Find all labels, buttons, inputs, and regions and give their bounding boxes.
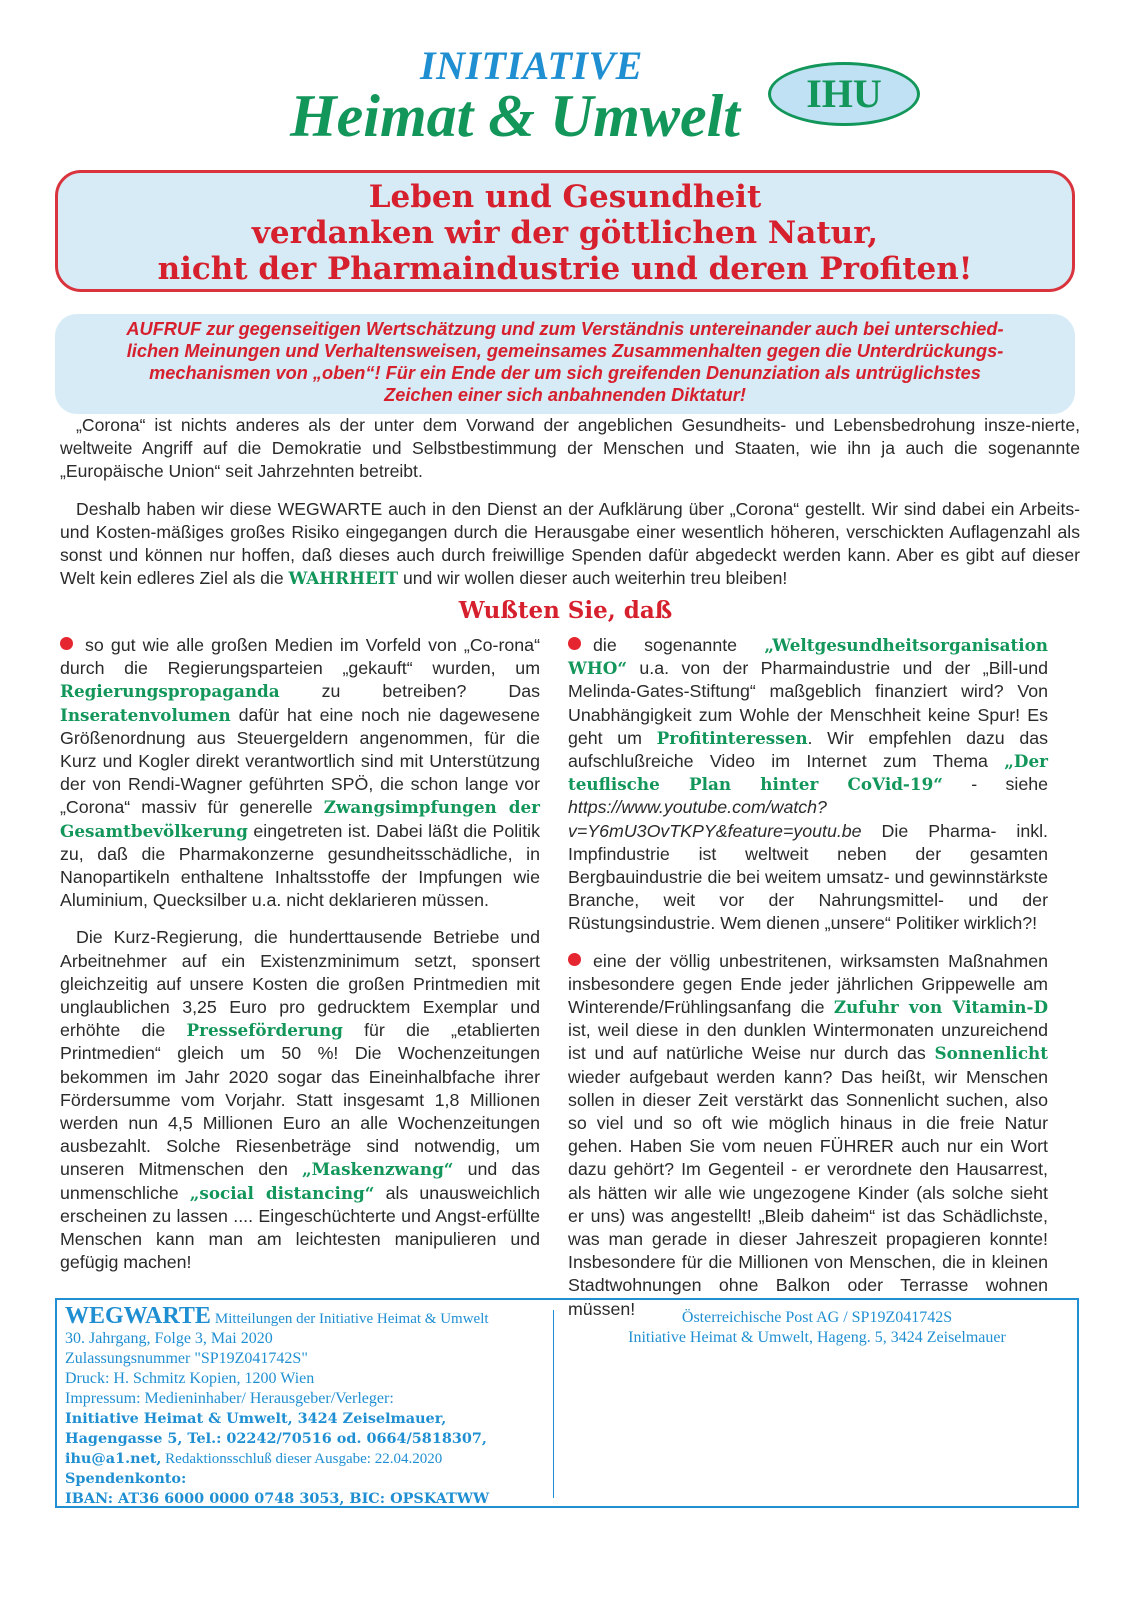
intro-paragraph-1 bbox=[60, 414, 1080, 483]
highlight-wahrheit: WAHRHEIT bbox=[288, 568, 399, 588]
appeal-line: mechanismen von „oben“! Für ein Ende der um sich greifenden Denunziation als untrüglichstes bbox=[149, 363, 981, 383]
konto-label: Spendenkonto: bbox=[65, 1470, 187, 1487]
highlight: „social distancing“ bbox=[189, 1182, 375, 1203]
issue-info: 30. Jahrgang, Folge 3, Mai 2020 bbox=[65, 1330, 273, 1347]
wegwarte-title: WEGWARTE bbox=[65, 1303, 211, 1329]
highlight: „Der teuflische Plan hinter CoVid-19“ bbox=[568, 751, 1048, 795]
headline-line: Leben und Gesundheit bbox=[368, 179, 762, 215]
intro-text: „Corona“ ist nichts anderes als der unter dem Vorwand der angeblichen Gesundheits- und Lebensbedrohung insze-nierte, weltweite Angriff auf die Demokratie und Selbstbestimmung der Menschen und Staaten, wie ihn ja auch die sogenannte „Europäische Union“ seit Jahrzehnten betreibt. bbox=[60, 415, 1080, 481]
highlight: Profitinteressen bbox=[656, 727, 808, 748]
ihu-badge: IHU bbox=[768, 62, 920, 126]
post-line: Initiative Heimat & Umwelt, Hageng. 5, 3424 Zeiselmauer bbox=[628, 1329, 1006, 1346]
intro-paragraph-2 bbox=[60, 498, 1080, 590]
post-block bbox=[562, 1308, 1072, 1348]
bullet-dot-icon bbox=[568, 637, 581, 650]
section-title: Wußten Sie, daß bbox=[458, 597, 673, 624]
headline-line: verdanken wir der göttlichen Natur, bbox=[251, 215, 879, 251]
masthead bbox=[0, 0, 1131, 160]
deadline-info: Redaktionsschluß dieser Ausgabe: 22.04.2020 bbox=[161, 1451, 443, 1467]
highlight: „Maskenzwang“ bbox=[301, 1159, 454, 1180]
appeal-line: AUFRUF zur gegenseitigen Wertschätzung und zum Verständnis untereinander auch bei unterschied- bbox=[126, 319, 1004, 339]
highlight: Zufuhr von Vitamin-D bbox=[833, 997, 1048, 1018]
video-link[interactable]: https://www.youtube.com/watch?v=Y6mU3OvTKPY&feature=youtu.be bbox=[568, 797, 862, 841]
wegwarte-subtitle: Mitteilungen der Initiative Heimat & Umwelt bbox=[214, 1311, 489, 1327]
highlight: Sonnenlicht bbox=[934, 1043, 1048, 1064]
highlight: Regierungspropaganda bbox=[60, 681, 280, 702]
paragraph: Die Kurz-Regierung, die hunderttausende Betriebe und Arbeitnehmer auf ein Existenzminimum setzt, sponsert gleichzeitig auf unsere Kosten die großen Printmedien mit unglaublichen 3,25 Euro pro gedrucktem Exemplar und erhöhte die Presseförderung für die „etablierten Printmedien“ gleich um 50 %! Die Wochenzeitungen bekommen im Jahr 2020 sogar das Eineinhalbfache ihrer Fördersumme vom Vorjahr. Statt insgesamt 1,8 Millionen werden nun 4,5 Millionen Euro an alle Wochenzeitungen ausbezahlt. Solche Riesenbeträge sind notwendig, um unseren Mitmenschen den „Maskenzwang“ und das unmenschliche „social distancing“ als unausweichlich erscheinen zu lassen .... Eingeschüchterte und Angst-erfüllte Menschen kann man am leichtesten manipulieren und gefügig machen! bbox=[60, 927, 540, 1273]
logo-heimat-umwelt: Heimat & Umwelt bbox=[290, 83, 740, 149]
zulassung-info: Zulassungsnummer "SP19Z041742S" bbox=[65, 1350, 308, 1367]
headline-line: nicht der Pharmaindustrie und deren Profiten! bbox=[157, 251, 973, 287]
email-link[interactable]: ihu@a1.net, bbox=[65, 1450, 162, 1467]
post-line: Österreichische Post AG / SP19Z041742S bbox=[681, 1309, 953, 1326]
highlight: Presseförderung bbox=[186, 1020, 343, 1041]
publisher-line: Hagengasse 5, Tel.: 02242/70516 od. 0664/5818307, bbox=[65, 1430, 487, 1447]
left-column bbox=[60, 634, 540, 1288]
bullet-dot-icon bbox=[60, 637, 73, 650]
bullet-dot-icon bbox=[568, 953, 581, 966]
bullet-item: so gut wie alle großen Medien im Vorfeld von „Co-rona“ durch die Regierungsparteien „gekauft“ wurden, um Regierungspropaganda zu betreiben? Das Inseratenvolumen dafür hat eine noch nie dagewesene Größenordnung aus Steuergeldern angenommen, für die Kurz und Kogler direkt verantwortlich sind mit Unterstützung der von Rendi-Wagner geführten SPÖ, die schon lange vor „Corona“ massiv für generelle Zwangsimpfungen der Gesamtbevölkerung eingetreten ist. Dabei läßt die Politik zu, daß die Pharmakonzerne gesundheitsschädliche, in Nanopartikeln enthaltene Inhaltsstoffe der Impfungen wie Aluminium, Quecksilber u.a. nicht deklarieren müssen. bbox=[60, 635, 540, 911]
intro-text: und wir wollen dieser auch weiterhin treu bleiben! bbox=[402, 568, 788, 588]
footer-divider bbox=[553, 1310, 554, 1498]
impressum-block bbox=[65, 1303, 545, 1509]
bullet-item: eine der völlig unbestritenen, wirksamsten Maßnahmen insbesondere gegen Ende jeder jährlichen Grippewelle am Winterende/Frühlingsanfang die Zufuhr von Vitamin-D ist, weil diese in den dunklen Wintermonaten unzureichend ist und auf natürliche Weise nur durch das Sonnenlicht wieder aufgebaut werden kann? Das heißt, wir Menschen sollen in dieser Zeit verstärkt das Sonnenlicht suchen, also so viel und so oft wie möglich hinaus in die freie Natur gehen. Haben Sie vom neuen FÜHRER auch nur ein Wort dazu gehört? Im Gegenteil - er verordnete den Hausarrest, als hätten wir alle wie ungezogene Kinder (als solche sieht er uns) was angestellt! „Bleib daheim“ ist das Schädlichste, was man gerade in dieser Jahreszeit propagieren konnte! Insbesondere für die Millionen von Menschen, die in kleinen Stadtwohnungen ohne Balkon oder Terrasse wohnen müssen! bbox=[568, 950, 1048, 1319]
intro-text: Deshalb haben wir diese WEGWARTE auch in den Dienst an der Aufklärung über „Corona“ gestellt. Wir sind dabei ein Arbeits- und Kosten-mäßiges großes Risiko eingegangen durch die Herausgabe einer wesentlich höheren, verschickten Auflagenzahl als sonst und können nur hoffen, daß dieses auch durch freiwillige Spenden dafür abgedeckt werden kann. Aber es gibt auf dieser Welt kein edleres Ziel als die bbox=[60, 499, 1080, 588]
appeal-line: lichen Meinungen und Verhaltensweisen, gemeinsames Zusammenhalten gegen die Unterdrückungs- bbox=[126, 341, 1004, 361]
logo-initiative: INITIATIVE bbox=[420, 43, 643, 88]
impressum-info: Impressum: Medieninhaber/ Herausgeber/Verleger: bbox=[65, 1390, 394, 1407]
bullet-item: die sogenannte „Weltgesundheitsorganisation WHO“ u.a. von der Pharmaindustrie und der „Bill-und Melinda-Gates-Stiftung“ maßgeblich finanziert wird? Von Unabhängigkeit zum Wohle der Menschheit keine Spur! Es geht um Profitinteressen. Wir empfehlen dazu das aufschlußreiche Video im Internet zum Thema „Der teuflische Plan hinter CoVid-19“ - siehe https://www.youtube.com/watch?v=Y6mU3OvTKPY&feature=youtu.be Die Pharma- inkl. Impfindustrie ist weltweit neben der gesamten Bergbauindustrie die bei weitem umsatz- und gewinnstärkste Branche, weit vor der Nahrungsmittel- und der Rüstungsindustrie. Wem dienen „unsere“ Politiker wirklich?! bbox=[568, 635, 1048, 934]
right-column bbox=[568, 634, 1048, 1335]
highlight: Inseratenvolumen bbox=[60, 704, 231, 725]
highlight: „Weltgesundheitsorganisation WHO“ bbox=[568, 635, 1048, 679]
appeal-box bbox=[55, 314, 1075, 414]
footer-box bbox=[55, 1298, 1079, 1508]
highlight: Zwangsimpfungen der Gesamtbevölkerung bbox=[60, 797, 540, 841]
appeal-line: Zeichen einer sich anbahnenden Diktatur! bbox=[384, 385, 746, 405]
headline-box bbox=[55, 170, 1075, 292]
publisher-line: Initiative Heimat & Umwelt, 3424 Zeiselmauer, bbox=[65, 1410, 447, 1427]
druck-info: Druck: H. Schmitz Kopien, 1200 Wien bbox=[65, 1370, 315, 1387]
iban-info: IBAN: AT36 6000 0000 0748 3053, BIC: OPSKATWW bbox=[65, 1490, 490, 1507]
